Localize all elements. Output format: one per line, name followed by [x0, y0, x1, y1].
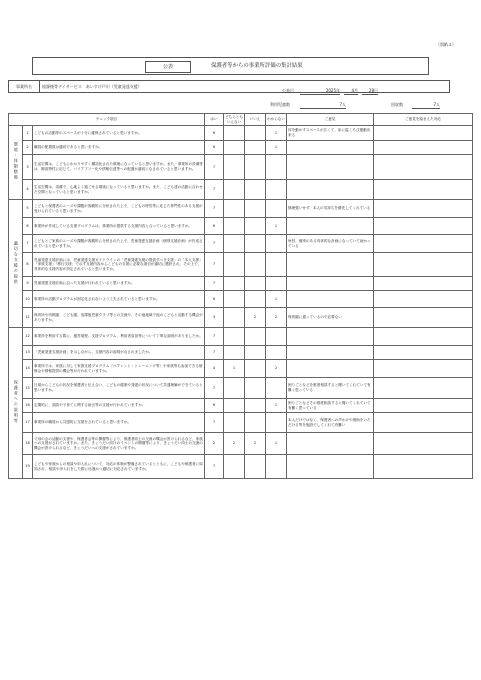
- opinion-text: [287, 253, 374, 277]
- table-row: [9, 235, 473, 253]
- table-row: [9, 155, 473, 180]
- row-number: 13: [23, 346, 33, 360]
- response-text: [374, 180, 473, 200]
- response-text: [374, 277, 473, 291]
- item-text: 日頃からこどもの状況を保護者と伝え合い、こどもの健康や発達の状況について共通理解ができていると思いますか。: [33, 378, 205, 399]
- opinion-text: [287, 180, 374, 200]
- opinion-text: [287, 291, 374, 308]
- yes-count: 4: [205, 360, 224, 378]
- item-text: 父母の会の活動の支援や、保護者会等の開催等により、保護者同士の交流の機会が設けられるなど、家族への支援がされていますか。また、きょうだい向けのイベントの開催等により、きょうだい同士の交流の機会が設けられるなど、きょうだいへの支援がされていますか。: [33, 433, 205, 455]
- item-text: 児童発達支援計画には、児童発達支援ガイドラインの「児童発達支援の提供すべき支援」の「本人支援」「家族支援」「移行支援」で示す支援内容からこどもの支援に必要な項目が適切に選択され、その上で、具体的な支援内容が設定されていると思いますか。: [33, 253, 205, 277]
- yes-count: 7: [205, 413, 224, 433]
- yes-count: 6: [205, 218, 224, 235]
- yes-count: 6: [205, 291, 224, 308]
- category-cell: [9, 126, 23, 200]
- facility-label: 事業所名: [9, 81, 40, 92]
- unknown-count: 1: [266, 399, 287, 413]
- response-text: [374, 218, 473, 235]
- somewhat-count: [224, 200, 245, 218]
- somewhat-count: [224, 253, 245, 277]
- responses-value: 7人: [412, 102, 440, 109]
- header-response: ご意見を踏まえた対応: [374, 114, 473, 126]
- item-text: 児童発達支援計画に沿った支援が行われていると思いますか。: [33, 277, 205, 291]
- somewhat-count: 2: [224, 433, 245, 455]
- table-row: [9, 141, 473, 155]
- response-text: [374, 308, 473, 328]
- unknown-count: [266, 455, 287, 479]
- somewhat-count: [224, 378, 245, 399]
- row-number: 16: [23, 399, 33, 413]
- unknown-count: 2: [266, 360, 287, 378]
- opinion-text: 毎回、個別のある具体的な計画になっていて助かっている: [287, 235, 374, 253]
- unknown-count: [266, 180, 287, 200]
- opinion-text: [287, 346, 374, 360]
- row-number: 5: [23, 200, 33, 218]
- title-box: [32, 57, 429, 75]
- unknown-count: [266, 413, 287, 433]
- yes-count: 7: [205, 455, 224, 479]
- somewhat-count: [224, 413, 245, 433]
- somewhat-count: [224, 155, 245, 180]
- opinion-text: 体を動かすスペースが広くて、床に寝ころび運動出来る: [287, 126, 374, 141]
- response-text: [374, 235, 473, 253]
- unknown-count: 2: [266, 308, 287, 328]
- row-number: 14: [23, 360, 33, 378]
- item-text: こどもの活動等のスペースが十分に確保されていると思いますか。: [33, 126, 205, 141]
- table-row: [9, 360, 473, 378]
- somewhat-count: [224, 126, 245, 141]
- header-row: [9, 114, 473, 126]
- no-count: [245, 277, 266, 291]
- somewhat-count: [224, 455, 245, 479]
- no-count: [245, 235, 266, 253]
- table-row: [9, 413, 473, 433]
- unknown-count: 1: [266, 433, 287, 455]
- unknown-count: [266, 253, 287, 277]
- somewhat-count: [224, 399, 245, 413]
- opinion-text: [287, 155, 374, 180]
- somewhat-count: [224, 277, 245, 291]
- row-number: 9: [23, 277, 33, 291]
- item-text: 保育所や幼稚園、こども園、放課後児童クラブ等との交流や、その他地域で他のこどもと活動する機会がありますか。: [33, 308, 205, 328]
- row-number: 15: [23, 378, 33, 399]
- row-number: 18: [23, 433, 33, 455]
- opinion-text: [287, 328, 374, 346]
- no-count: [245, 328, 266, 346]
- item-text: こどもや家族からの相談や申入れについて、対応の体制が整備されているとともに、こどもや保護者に周知され、相談や申入れをした際に迅速かつ適切に対応されていますか。: [33, 455, 205, 479]
- response-text: [374, 200, 473, 218]
- table-row: [9, 433, 473, 455]
- no-count: [245, 218, 266, 235]
- table-row: [9, 200, 473, 218]
- header-yes: はい: [205, 114, 224, 126]
- no-count: [245, 141, 266, 155]
- row-number: 11: [23, 308, 33, 328]
- item-text: 事業所を利用する際に、運営規程、支援プログラム、利用者負担等について丁寧な説明がありましたか。: [33, 328, 205, 346]
- yes-count: 6: [205, 399, 224, 413]
- response-text: [374, 126, 473, 141]
- published-month: 4月: [344, 88, 358, 95]
- header-no: いいえ: [245, 114, 266, 126]
- no-count: 2: [245, 308, 266, 328]
- item-text: 生活空間は、こどもにわかりやすく構造化された環境になっていると思いますか。また、事業所の設備等は、障害特性に応じて、バリアフリー化や情報伝達等への配慮が適切になされていると思いますか。: [33, 155, 205, 180]
- table-row: [9, 328, 473, 346]
- unknown-count: [266, 200, 287, 218]
- somewhat-count: [224, 291, 245, 308]
- unknown-count: 1: [266, 291, 287, 308]
- somewhat-count: [224, 218, 245, 235]
- published-label: 公表日: [282, 88, 294, 93]
- yes-count: 7: [205, 378, 224, 399]
- yes-count: 7: [205, 235, 224, 253]
- unknown-count: 1: [266, 218, 287, 235]
- no-count: [245, 126, 266, 141]
- opinion-text: 保育園に通っているので必要ない: [287, 308, 374, 328]
- table-row: [9, 291, 473, 308]
- table-row: [9, 378, 473, 399]
- evaluation-table: [8, 113, 473, 479]
- header-opinion: ご意見: [287, 114, 374, 126]
- somewhat-count: 1: [224, 360, 245, 378]
- no-count: [245, 155, 266, 180]
- item-text: こどもとご家族のニーズや課題が客観的に分析された上で、児童発達支援計画（個別支援計画）が作成されていると思いますか。: [33, 235, 205, 253]
- somewhat-count: [224, 328, 245, 346]
- table-row: [9, 180, 473, 200]
- no-count: [245, 455, 266, 479]
- yes-count: 7: [205, 253, 224, 277]
- yes-count: 7: [205, 155, 224, 180]
- item-text: 事業所の職員から共感的に支援をされていると思いますか。: [33, 413, 205, 433]
- table-row: [9, 218, 473, 235]
- opinion-text: 本人だけではなく、保護者への声かけや援助をいただける等を施設でしてくれて有難い: [287, 413, 374, 433]
- somewhat-count: [224, 308, 245, 328]
- response-text: [374, 433, 473, 455]
- yes-count: 6: [205, 126, 224, 141]
- response-text: [374, 141, 473, 155]
- no-count: [245, 291, 266, 308]
- opinion-text: 困りごとなどその都度相談すると聞いてくれていて有難く思っている: [287, 399, 374, 413]
- response-text: [374, 155, 473, 180]
- row-number: 10: [23, 291, 33, 308]
- item-text: 生活空間は、清潔で、心地よく過ごせる環境になっていると思いますか。また、こども達の活動に合わせた空間となっていると思いますか。: [33, 180, 205, 200]
- page-title: 保護者等からの事業所評価の集計結果: [211, 63, 303, 69]
- row-number: 3: [23, 155, 33, 180]
- yes-count: 3: [205, 308, 224, 328]
- item-text: 職員の配置数は適切であると思いますか。: [33, 141, 205, 155]
- category-cell: [9, 328, 23, 479]
- facility-box: [8, 80, 450, 93]
- yes-count: 2: [205, 433, 224, 455]
- response-text: [374, 291, 473, 308]
- table-row: [9, 253, 473, 277]
- row-number: 12: [23, 328, 33, 346]
- somewhat-count: [224, 141, 245, 155]
- opinion-text: [287, 277, 374, 291]
- row-number: 7: [23, 235, 33, 253]
- header-item: チェック項目: [9, 114, 205, 126]
- response-text: [374, 455, 473, 479]
- opinion-text: [287, 218, 374, 235]
- table-row: [9, 277, 473, 291]
- response-text: [374, 360, 473, 378]
- item-text: 事業所では、家族に対して家族支援プログラム（ペアレント・トレーニング等）や家族等も参加できる研修会や情報提供の機会等が行われていますか。: [33, 360, 205, 378]
- table-row: [9, 399, 473, 413]
- opinion-text: [287, 360, 374, 378]
- no-count: [245, 378, 266, 399]
- category-label: 環境・体制整備: [13, 142, 19, 181]
- row-number: 4: [23, 180, 33, 200]
- no-count: [245, 360, 266, 378]
- response-text: [374, 413, 473, 433]
- opinion-text: [287, 455, 374, 479]
- item-text: 事業所が作成している支援プログラムは、事業所の提供する支援内容と合っていると思いますか。: [33, 218, 205, 235]
- unknown-count: [266, 155, 287, 180]
- category-label: 保護者への説明等: [13, 380, 19, 425]
- header-somewhat: どちらともいえない: [225, 114, 243, 124]
- row-number: 1: [23, 126, 33, 141]
- response-text: [374, 378, 473, 399]
- unknown-count: [266, 328, 287, 346]
- users-label: 利用児童数: [270, 102, 290, 107]
- unknown-count: [266, 378, 287, 399]
- yes-count: 6: [205, 141, 224, 155]
- unknown-count: 1: [266, 126, 287, 141]
- no-count: [245, 253, 266, 277]
- table-row: [9, 455, 473, 479]
- somewhat-count: [224, 180, 245, 200]
- response-text: [374, 346, 473, 360]
- unknown-count: [266, 277, 287, 291]
- yes-count: 7: [205, 328, 224, 346]
- opinion-text: 無理強いせず、本人の気持ちを優先してくれている: [287, 200, 374, 218]
- somewhat-count: [224, 235, 245, 253]
- category-cell: [9, 200, 23, 328]
- unknown-count: [266, 235, 287, 253]
- no-count: [245, 346, 266, 360]
- unknown-count: 1: [266, 141, 287, 155]
- no-count: 2: [245, 433, 266, 455]
- facility-name: 放課後等デイサービス あいすけ戸川（児童発達支援）: [42, 84, 142, 89]
- unknown-count: [266, 346, 287, 360]
- yes-count: 7: [205, 346, 224, 360]
- table-row: [9, 126, 473, 141]
- form-number: （別紙４）: [436, 42, 456, 47]
- response-text: [374, 328, 473, 346]
- response-text: [374, 253, 473, 277]
- item-text: こどもと保護者のニーズや課題が客観的に分析された上で、こどもの特性等に応じた専門性のある支援が受けられていると思いますか。: [33, 200, 205, 218]
- row-number: 17: [23, 413, 33, 433]
- published-day: 28日: [362, 88, 378, 95]
- item-text: 定期的に、面談や子育てに関する助言等の支援が行われていますか。: [33, 399, 205, 413]
- somewhat-count: [224, 346, 245, 360]
- category-label: 適切な支援の提供: [13, 240, 19, 285]
- yes-count: 7: [205, 200, 224, 218]
- response-text: [374, 399, 473, 413]
- row-number: 6: [23, 218, 33, 235]
- users-value: 7人: [300, 102, 346, 109]
- row-number: 2: [23, 141, 33, 155]
- yes-count: 7: [205, 180, 224, 200]
- yes-count: 7: [205, 277, 224, 291]
- no-count: [245, 413, 266, 433]
- item-text: 「児童発達支援計画」を示しながら、支援内容の説明がなされましたか。: [33, 346, 205, 360]
- table-row: [9, 346, 473, 360]
- opinion-text: [287, 141, 374, 155]
- item-text: 事業所の活動プログラムが固定化されないよう工夫されていると思いますか。: [33, 291, 205, 308]
- row-number: 19: [23, 455, 33, 479]
- responses-label: 回収数: [391, 102, 403, 107]
- opinion-text: [287, 433, 374, 455]
- publish-tag: 公表: [145, 61, 191, 73]
- published-year: 2025年: [300, 88, 340, 95]
- row-number: 8: [23, 253, 33, 277]
- no-count: [245, 399, 266, 413]
- table-row: [9, 308, 473, 328]
- no-count: [245, 200, 266, 218]
- opinion-text: 困りごとなどを都度相談すると聞いてくれていて有難く思っている: [287, 378, 374, 399]
- header-unknown: わからない: [266, 114, 287, 126]
- no-count: [245, 180, 266, 200]
